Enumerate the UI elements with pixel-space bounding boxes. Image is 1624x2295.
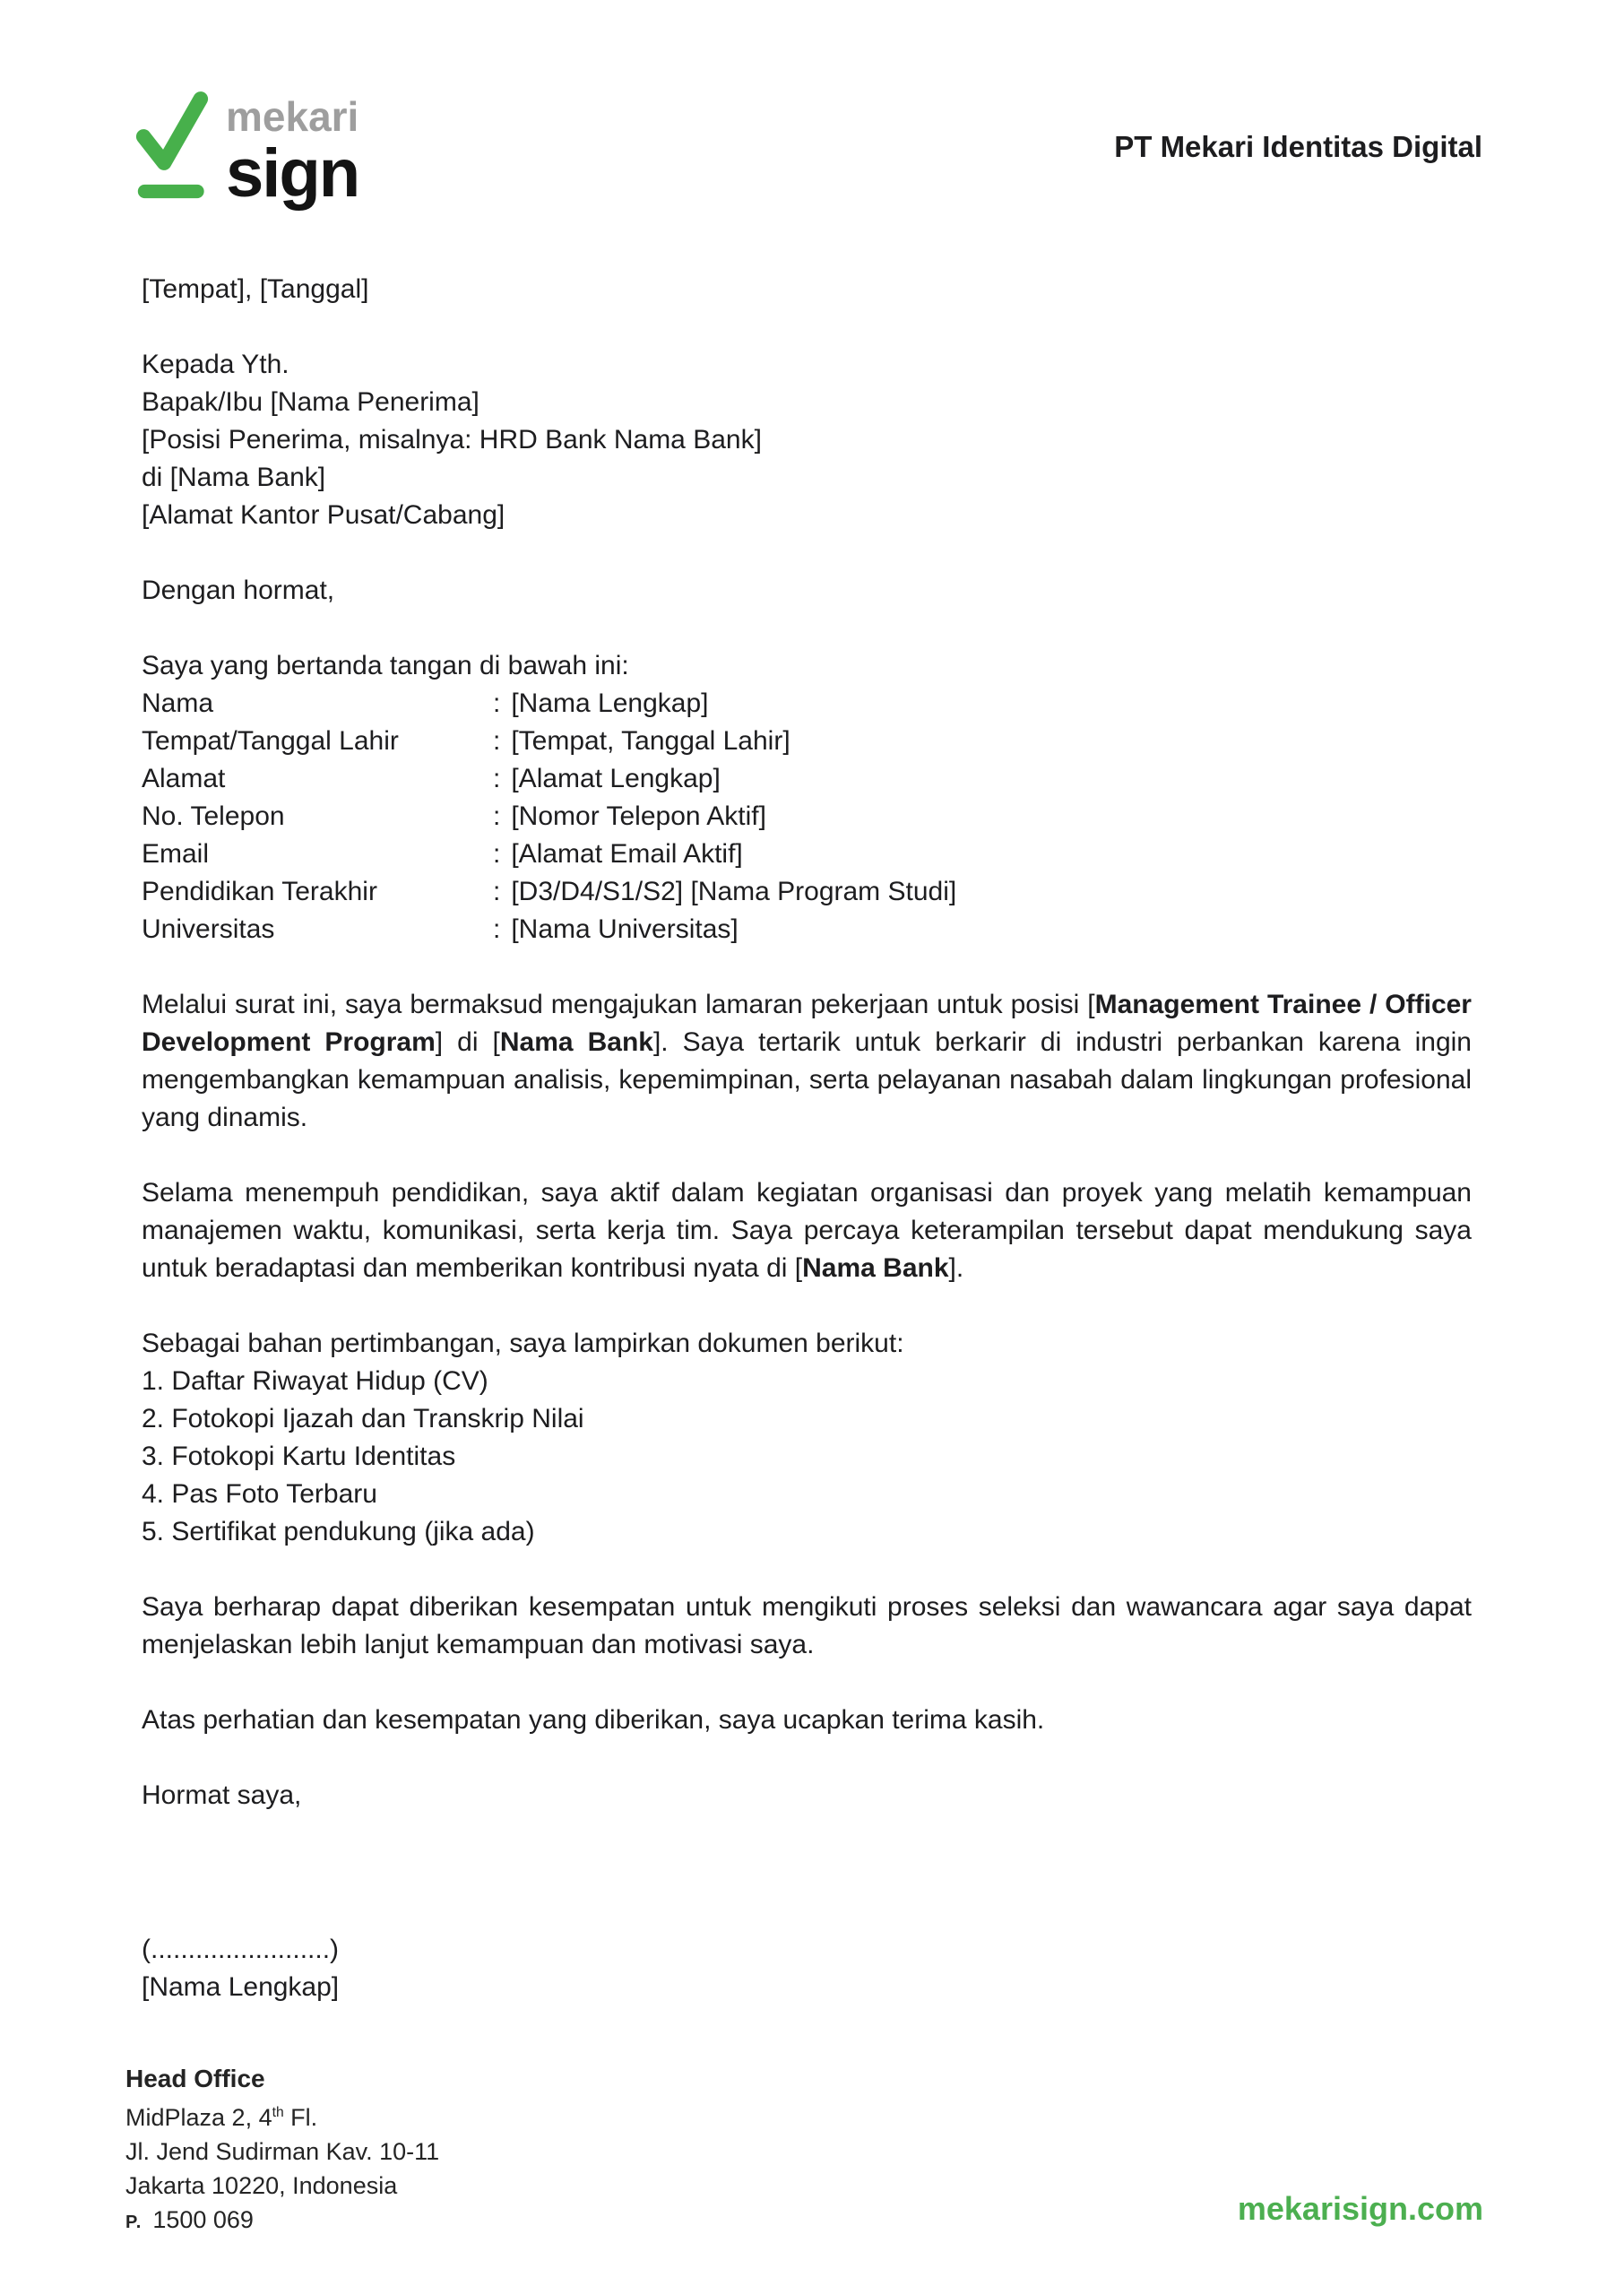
page-header <box>0 0 1624 212</box>
identity-field-row <box>142 836 1472 873</box>
identity-field-row <box>142 873 1472 911</box>
field-value: [Alamat Email Aktif] <box>511 839 743 869</box>
field-value: [Tempat, Tanggal Lahir] <box>511 726 790 756</box>
field-separator: : <box>493 764 501 793</box>
signature-name: [Nama Lengkap] <box>142 1972 340 2002</box>
phone-number: 1500 069 <box>152 2206 254 2233</box>
recipient-line: Bapak/Ibu [Nama Penerima] <box>142 387 479 417</box>
identity-field-row <box>142 685 1472 723</box>
field-separator: : <box>493 839 501 869</box>
head-office-label: Head Office <box>125 2065 265 2092</box>
attachment-item: 3. Fotokopi Kartu Identitas <box>142 1442 456 1471</box>
field-label: Email <box>142 839 210 869</box>
paragraph-hope: Saya berharap dapat diberikan kesempatan untuk mengikuti proses seleksi dan wawancara agar saya dapat menjelaskan lebih lanjut kemampuan dan motivasi saya. <box>142 1592 1472 1659</box>
recipient-line: di [Nama Bank] <box>142 463 326 492</box>
recipient-line: Kepada Yth. <box>142 350 289 379</box>
footer <box>125 2062 439 2239</box>
attachments-block <box>142 1325 1472 1551</box>
salutation: Dengan hormat, <box>142 576 335 605</box>
website-link[interactable]: mekarisign.com <box>1237 2190 1483 2227</box>
signature-placeholder: (........................) <box>142 1935 340 1964</box>
field-value: [Nama Lengkap] <box>511 688 709 718</box>
logo-product-text: sign <box>226 135 359 212</box>
attachments-intro: Sebagai bahan pertimbangan, saya lampirkan dokumen berikut: <box>142 1329 904 1358</box>
phone-line <box>125 2203 439 2239</box>
logo-wordmark <box>226 85 359 212</box>
phone-prefix: P. <box>125 2213 143 2232</box>
recipient-line: [Posisi Penerima, misalnya: HRD Bank Nama Bank] <box>142 425 762 455</box>
paragraph-thanks: Atas perhatian dan kesempatan yang diberikan, saya ucapkan terima kasih. <box>142 1705 1045 1735</box>
closing-salutation: Hormat saya, <box>142 1780 302 1810</box>
paragraph-experience: Selama menempuh pendidikan, saya aktif dalam kegiatan organisasi dan proyek yang melatih kemampuan manajemen waktu, komunikasi, serta kerja tim. Saya percaya keterampilan tersebut dapat mendukung saya untuk beradaptasi dan memberikan kontribusi nyata di [Nama Bank]. <box>142 1178 1472 1283</box>
field-label: Tempat/Tanggal Lahir <box>142 726 399 756</box>
attachment-item: 1. Daftar Riwayat Hidup (CV) <box>142 1366 488 1396</box>
field-value: [Nomor Telepon Aktif] <box>511 801 766 831</box>
field-separator: : <box>493 688 501 718</box>
paragraph-application: Melalui surat ini, saya bermaksud mengajukan lamaran pekerjaan untuk posisi [Management Trainee / Officer Development Program] di [Nama Bank]. Saya tertarik untuk berkarir di industri perbankan karena ingin mengembangkan kemampuan analisis, kepemimpinan, serta pelayanan nasabah dalam lingkungan profesional yang dinamis. <box>142 990 1472 1132</box>
field-separator: : <box>493 877 501 906</box>
mekari-sign-logo <box>134 85 359 212</box>
attachment-item: 5. Sertifikat pendukung (jika ada) <box>142 1517 535 1546</box>
field-label: Alamat <box>142 764 226 793</box>
checkmark-icon <box>134 85 210 202</box>
address-line-building: MidPlaza 2, 4th Fl. <box>125 2104 318 2131</box>
recipient-block <box>142 346 1472 534</box>
attachment-item: 2. Fotokopi Ijazah dan Transkrip Nilai <box>142 1404 584 1433</box>
field-separator: : <box>493 726 501 756</box>
field-value: [Nama Universitas] <box>511 914 739 944</box>
logo-brand-text: mekari <box>226 93 359 140</box>
address-line-city: Jakarta 10220, Indonesia <box>125 2172 398 2199</box>
attachment-item: 4. Pas Foto Terbaru <box>142 1479 377 1509</box>
field-label: No. Telepon <box>142 801 285 831</box>
recipient-line: [Alamat Kantor Pusat/Cabang] <box>142 500 505 530</box>
field-label: Pendidikan Terakhir <box>142 877 377 906</box>
field-separator: : <box>493 914 501 944</box>
identity-intro: Saya yang bertanda tangan di bawah ini: <box>142 651 629 680</box>
identity-field-row <box>142 798 1472 836</box>
field-separator: : <box>493 801 501 831</box>
field-value: [Alamat Lengkap] <box>511 764 721 793</box>
identity-block <box>142 647 1472 948</box>
field-label: Universitas <box>142 914 275 944</box>
field-label: Nama <box>142 688 214 718</box>
identity-field-row <box>142 911 1472 948</box>
place-date: [Tempat], [Tanggal] <box>142 274 369 304</box>
letter-body <box>0 208 1624 2006</box>
identity-field-row <box>142 760 1472 798</box>
signature-block <box>142 1931 1472 2006</box>
address-line-street: Jl. Jend Sudirman Kav. 10-11 <box>125 2138 440 2165</box>
identity-field-row <box>142 723 1472 760</box>
field-value: [D3/D4/S1/S2] [Nama Program Studi] <box>511 877 957 906</box>
company-name: PT Mekari Identitas Digital <box>1114 130 1482 163</box>
